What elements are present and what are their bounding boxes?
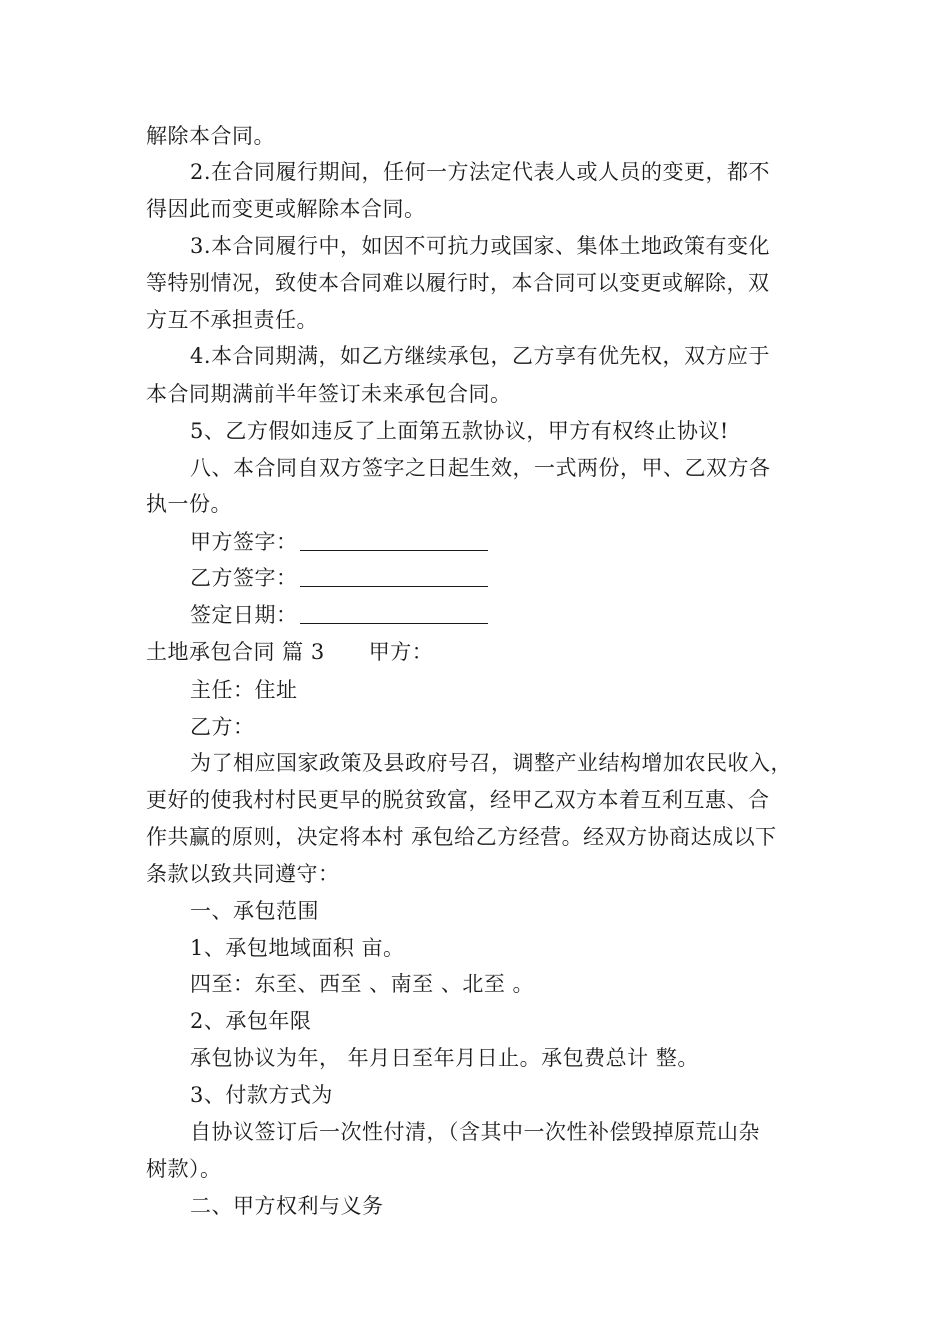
paragraph-line: 方互不承担责任。 (146, 308, 318, 332)
paragraph-line: 为了相应国家政策及县政府号召，调整产业结构增加农民收入， (190, 751, 792, 775)
paragraph-line: 1、承包地域面积 亩。 (190, 936, 405, 960)
section-title: 土地承包合同 篇 3 (146, 640, 325, 664)
paragraph-line: 解除本合同。 (146, 124, 275, 148)
clause-heading: 2、承包年限 (190, 1009, 312, 1033)
paragraph-line: 5、乙方假如违反了上面第五款协议，甲方有权终止协议! (190, 419, 729, 443)
signature-label: 签定日期： (190, 603, 298, 627)
paragraph-line: 2.在合同履行期间，任何一方法定代表人或人员的变更，都不 (190, 160, 771, 184)
paragraph-line: 4.本合同期满，如乙方继续承包，乙方享有优先权，双方应于 (190, 344, 771, 368)
party-a-label: 甲方： (368, 640, 434, 664)
paragraph-line: 主任：住址 (190, 678, 298, 702)
section-heading (146, 638, 433, 666)
clause-heading: 一、承包范围 (190, 899, 319, 923)
paragraph-line: 本合同期满前半年签订未来承包合同。 (146, 382, 512, 406)
paragraph-line: 等特别情况，致使本合同难以履行时，本合同可以变更或解除，双 (146, 271, 770, 295)
paragraph-line: 更好的使我村村民更早的脱贫致富，经甲乙双方本着互利互惠、合 (146, 788, 770, 812)
paragraph-line: 四至：东至、西至 、南至 、北至 。 (190, 972, 535, 996)
paragraph-line: 乙方： (190, 715, 255, 739)
paragraph-line: 执一份。 (146, 492, 232, 516)
paragraph-line: 作共赢的原则，决定将本村 承包给乙方经营。经双方协商达成以下 (146, 825, 777, 849)
clause-heading: 二、甲方权利与义务 (190, 1194, 384, 1218)
paragraph-line: 3.本合同履行中，如因不可抗力或国家、集体土地政策有变化 (190, 234, 771, 258)
paragraph-line: 得因此而变更或解除本合同。 (146, 197, 426, 221)
paragraph-line: 承包协议为年， 年月日至年月日止。承包费总计 整。 (190, 1046, 699, 1070)
signature-date (190, 601, 488, 629)
date-blank[interactable] (300, 601, 488, 624)
signature-party-b (190, 564, 488, 592)
paragraph-line: 八、本合同自双方签字之日起生效，一式两份，甲、乙双方各 (190, 456, 771, 480)
signature-blank[interactable] (300, 564, 488, 587)
paragraph-line: 自协议签订后一次性付清，（含其中一次性补偿毁掉原荒山杂 (190, 1120, 760, 1144)
signature-label: 甲方签字： (190, 530, 298, 554)
signature-blank[interactable] (300, 528, 488, 551)
paragraph-line: 树款）。 (146, 1157, 222, 1181)
signature-party-a (190, 528, 488, 556)
clause-heading: 3、付款方式为 (190, 1083, 333, 1107)
signature-label: 乙方签字： (190, 566, 298, 590)
paragraph-line: 条款以致共同遵守： (146, 862, 340, 886)
